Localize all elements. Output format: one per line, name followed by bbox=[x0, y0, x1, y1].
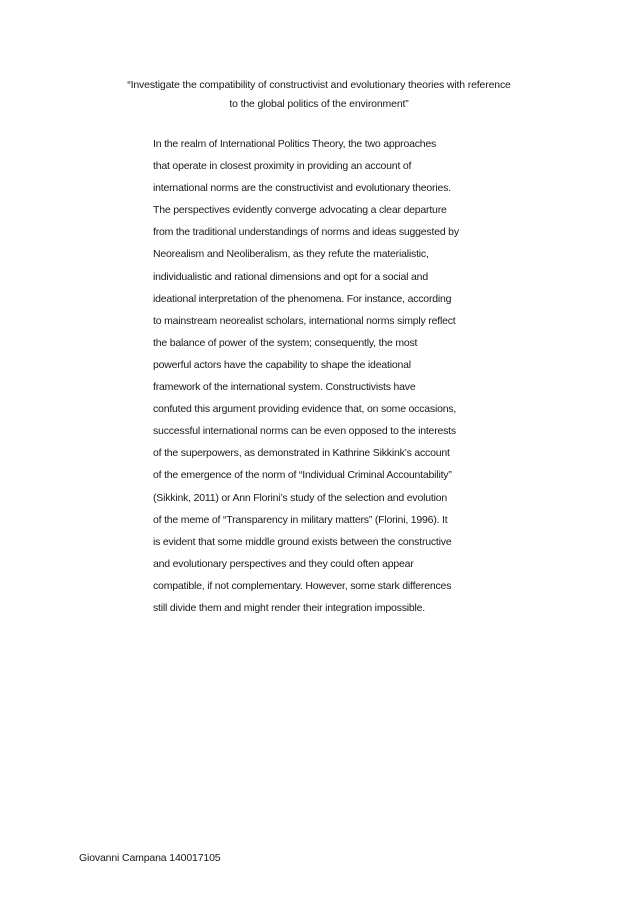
body-line: In the realm of International Politics Theory, the two approaches bbox=[153, 138, 437, 150]
body-line: (Sikkink, 2011) or Ann Florini’s study of the selection and evolution bbox=[153, 491, 447, 504]
title-line: to the global politics of the environment” bbox=[229, 98, 409, 110]
body-line: compatible, if not complementary. However, some stark differences bbox=[153, 579, 452, 592]
body-paragraph bbox=[153, 133, 553, 619]
body-line: individualistic and rational dimensions and opt for a social and bbox=[153, 270, 428, 283]
body-line: framework of the international system. Constructivists have bbox=[153, 381, 416, 394]
body-line: the balance of power of the system; consequently, the most bbox=[153, 336, 418, 349]
page-footer: Giovanni Campana 140017105 bbox=[79, 852, 221, 864]
body-line: to mainstream neorealist scholars, international norms simply reflect bbox=[153, 314, 456, 327]
body-line: The perspectives evidently converge advocating a clear departure bbox=[153, 204, 447, 217]
body-line: and evolutionary perspectives and they could often appear bbox=[153, 557, 414, 570]
body-line: powerful actors have the capability to shape the ideational bbox=[153, 358, 411, 371]
body-line: ideational interpretation of the phenomena. For instance, according bbox=[153, 292, 452, 305]
body-line: still divide them and might render their integration impossible. bbox=[153, 601, 426, 614]
body-line: international norms are the constructivist and evolutionary theories. bbox=[153, 182, 451, 195]
body-line: from the traditional understandings of norms and ideas suggested by bbox=[153, 226, 459, 239]
body-line: Neorealism and Neoliberalism, as they refute the materialistic, bbox=[153, 248, 429, 261]
body-line: confuted this argument providing evidence that, on some occasions, bbox=[153, 403, 457, 416]
body-line: of the meme of “Transparency in military matters” (Florini, 1996). It bbox=[153, 513, 448, 526]
body-line: of the emergence of the norm of “Individual Criminal Accountability” bbox=[153, 469, 452, 482]
body-line: that operate in closest proximity in providing an account of bbox=[153, 160, 412, 173]
body-line: is evident that some middle ground exists between the constructive bbox=[153, 535, 452, 548]
document-title bbox=[80, 76, 558, 114]
body-line: successful international norms can be even opposed to the interests bbox=[153, 425, 456, 438]
body-line: of the superpowers, as demonstrated in Kathrine Sikkink’s account bbox=[153, 447, 450, 460]
title-line: “Investigate the compatibility of constructivist and evolutionary theories with reference bbox=[127, 79, 511, 91]
